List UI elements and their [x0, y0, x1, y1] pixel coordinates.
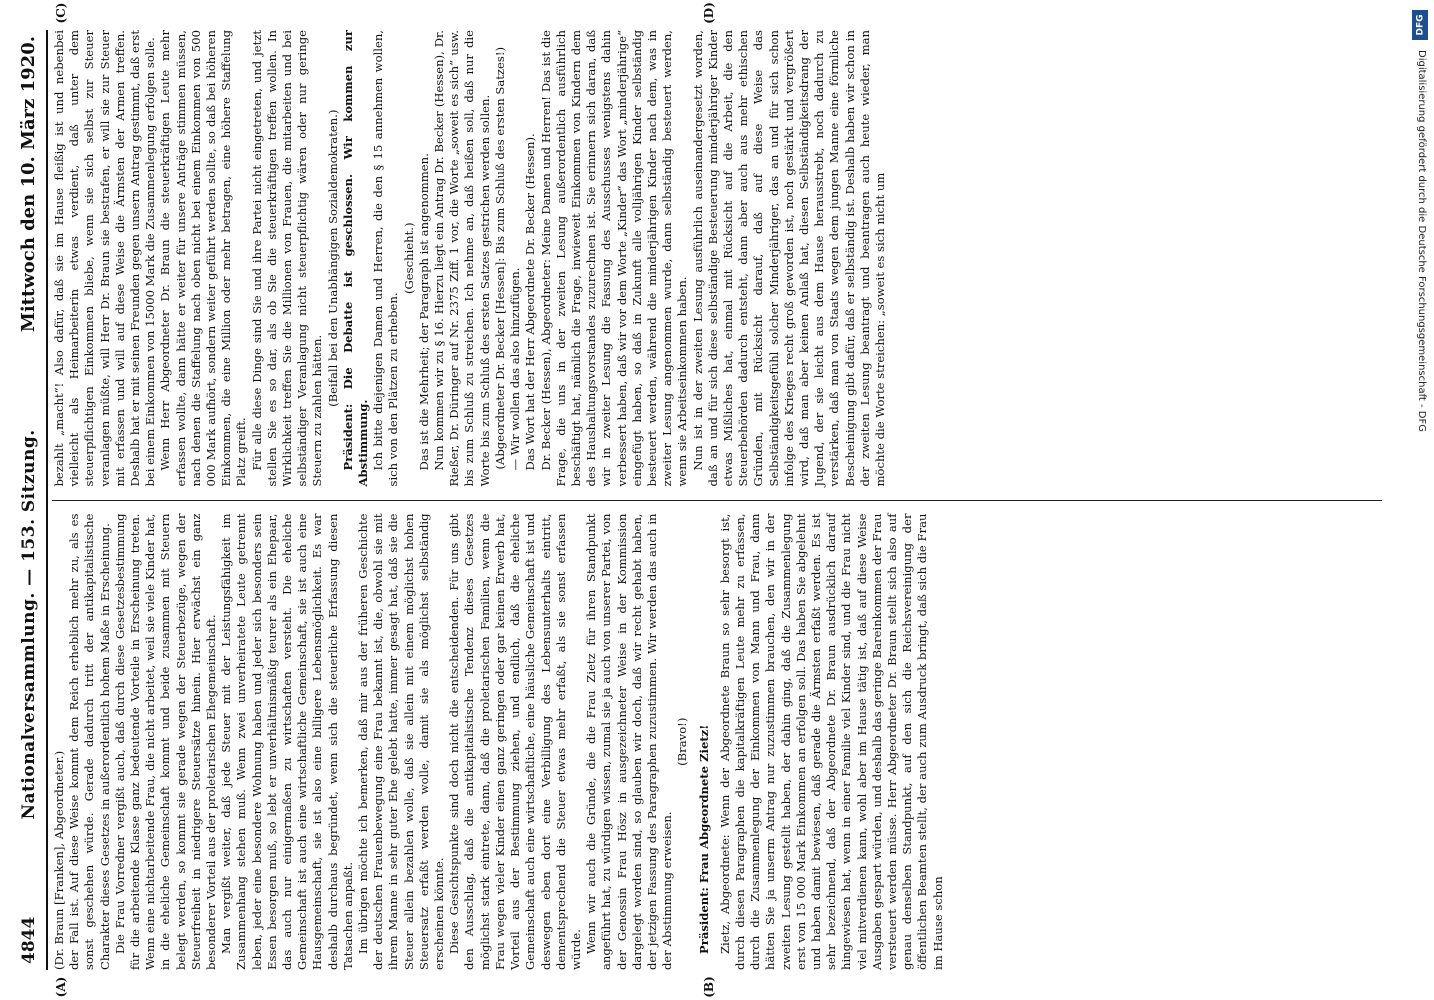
paragraph: Dr. Becker (Hessen), Abgeordneter: Meine Damen und Herren! Das ist die Frage, die uns in der zweiten Lesung außerordentlich ausführlich beschäftigt hat, nämlich die Frage, inwieweit Einkommen von Kindern dem des Haushaltungsvorstandes zuzurechnen ist. Sie erinnern sich daran, daß wir in zweiter Lesung die Fassung des Ausschusses wenigstens dahin verbessert haben, daß wir vor dem Worte „Kinder“ das Wort „minderjährige“ eingefügt haben, so daß in Zukunft alle volljährigen Kinder selbständig besteuert werden, während die minderjährigen Kinder nach dem, was in zweiter Lesung angenommen wurde, dann selbständig besteuert werden, wenn sie Arbeitseinkommen haben.: [538, 30, 690, 487]
page-number: 4844: [19, 916, 39, 964]
paragraph: Nun kommen wir zu § 16. Hierzu liegt ein Antrag Dr. Becker (Hessen), Dr. Rießer, Dr. Düringer auf Nr. 2375 Ziff. 1 vor, die Worte „soweit es sich“ usw. bis zum Schluß zu streichen. Ich nehme an, daß heißen soll, daß nur die Worte bis zum Schluß des ersten Satzes gestrichen werden sollen.: [432, 30, 492, 487]
paragraph: bezahlt „macht“! Also dafür, daß sie im Hause fleißig ist und nebenbei vielleicht als Heimarbeiterin etwas verdient, daß unter dem steuerpflichtigen Einkommen bliebe, wenn sie sich selbst zur Steuer veranlagen müßte, will Herr Dr. Braun sie bestrafen, er will sie zur Steuer mit erfassen und will auf diese Weise die Ärmsten der Armen treffen. Deshalb hat er mit seinen Freunden gegen unsern Antrag gestimmt, daß erst bei einem Einkommen von 15000 Mark die Zusammenlegung erfolgen solle.: [52, 30, 158, 487]
paragraph: Das Wort hat der Herr Abgeordnete Dr. Becker (Hessen).: [523, 133, 538, 471]
paragraph: Die Frau Vorredner vergißt auch, daß durch diese Gesetzesbestimmung für die arbeitende Klasse ganz bedeutende Vorteile in Erscheinung treten. Wenn eine nichtarbeitende Frau, die nicht arbeitet, weil sie viele Kinder hat, in die eheliche Gemeinschaft kommt und beide zusammen mit Steuern belegt werden, so kommt sie gerade wegen der Steuerbezüge, wegen der Steuerfreiheit in niedrigere Steuersätze hinein. Hier erwächst ein ganz besonderer Vorteil aus der proletarischen Ehegemeinschaft.: [112, 513, 219, 970]
digitization-sidebar: [1410, 10, 1432, 990]
paragraph: Ich bitte diejenigen Damen und Herren, die den § 15 annehmen wollen, sich von den Plätzen zu erheben.: [371, 30, 401, 487]
right-column: [52, 2, 1382, 501]
margin-marker-a: (A): [54, 976, 68, 998]
applause-note: (Beifall bei den Unabhängigen Sozialdemokraten.): [325, 109, 340, 407]
paragraph: Diese Gesichtspunkte sind doch nicht die entscheidenden. Für uns gibt den Ausschlag, daß die antikapitalistische Tendenz dieses Gesetzes möglichst stark eintrete, dann, daß die proletarischen Familien, wenn die Frau wegen vieler Kinder einen ganz geringen oder gar keinen Erwerb hat, Vorteil aus der Bestimmung ziehen, und endlich, daß die eheliche Gemeinschaft auch eine wirtschaftliche, eine häusliche Gemeinschaft ist und deswegen eben dort eine Verbilligung des Lebensunterhalts eintritt, dementsprechend die Steuer etwas mehr erfaßt, als sie sonst erfassen würde.: [447, 513, 583, 970]
paragraph: Nun ist in der zweiten Lesung ausführlich auseinandergesetzt worden, daß an und für sich diese selbständige Besteuerung minderjähriger Kinder etwas Mißliches hat, einmal mit Rücksicht auf die Arbeit, die den Steuerbehörden dadurch entsteht, dann aber auch aus mehr ethischen Gründen, mit Rücksicht darauf, daß auf diese Weise das Selbständigkeitsgefühl solcher Minderjähriger, das an und für sich schon infolge des Krieges recht groß geworden ist, noch gestärkt und vergrößert wird, daß man aber keinen Anlaß hat, diesen Selbständigkeitsdrang der Jugend, der sie leicht aus dem Hause herausstrebt, noch dadurch zu verstärken, daß man von Staats wegen dem jungen Manne eine förmliche Bescheinigung gibt dafür, daß er selbständig ist. Deshalb haben wir schon in der zweiten Lesung beantragt und beantragen auch heute wieder, man möchte die Worte streichen: „soweit es sich nicht um: [690, 30, 887, 487]
paragraph: Wenn wir auch die Gründe, die die Frau Zietz für ihren Standpunkt angeführt hat, zu würdigen wissen, zumal sie ja auch von unserer Partei, von der Genossin Frau Hösz in ausgezeichneter Weise in der Kommission dargelegt worden sind, so glauben wir doch, daß wir recht gehabt haben, der jetzigen Fassung des Paragraphen zuzustimmen. Wir werden das auch in der Abstimmung erweisen.: [584, 513, 675, 970]
session-title: Nationalversammlung. — 153. Sitzung.: [19, 429, 39, 820]
dfg-logo: DFG: [1412, 10, 1428, 40]
paragraph: der Fall ist. Auf diese Weise kommt dem Reich erheblich mehr zu, als es sonst geschehen würde. Gerade dadurch tritt der antikapitalistische Charakter dieses Gesetzes in außerordentlich hohem Maße in Erscheinung.: [67, 513, 112, 970]
session-date: Mittwoch den 10. März 1920.: [18, 36, 39, 333]
text-columns: [52, 2, 1382, 998]
paragraph: Im übrigen möchte ich bemerken, daß mir aus der früheren Geschichte der deutschen Frauenbewegung eine Frau bekannt ist, die, obwohl sie mit ihrem Manne in sehr guter Ehe gelebt hatte, immer gesagt hat, daß sie die Steuer allein bezahlen wolle, daß sie allein mit einem möglichst hohen Steuersatz erfaßt werden wolle, damit sie als möglichst selbständig erscheinen könnte.: [356, 513, 447, 970]
margin-marker-b: (B): [702, 976, 716, 998]
interjection-note: (Abgeordneter Dr. Becker [Hessen]: Bis zum Schluß des ersten Satzes!): [492, 46, 507, 470]
paragraph: Man vergißt weiter, daß jede Steuer mit der Leistungsfähigkeit im Zusammenhang stehen muß. Wenn zwei unverheiratete Leute getrennt leben, jeder eine besondere Wohnung haben und jeder sich besonders sein Essen besorgen muß, so lebt er unverhältnismäßig teurer als ein Ehepaar, das auch nur einigermaßen zu wirtschaften versteht. Die eheliche Gemeinschaft ist auch eine wirtschaftliche Gemeinschaft, sie ist auch eine Hausgemeinschaft, sie ist also eine billigere Lebensmöglichkeit. Es war deshalb durchaus begründet, wenn sich die steuerliche Erfassung diesen Tatsachen anpaßt.: [219, 513, 355, 970]
paragraph: Wenn Herr Abgeordneter Dr. Braun die steuerkräftigen Leute mehr erfassen wollte, dann hätte er weiter für unsere Anträge stimmen müssen, nach denen die Staffelung nach oben nicht bei einem Einkommen von 500 000 Mark aufhört, sondern weiter geführt werden sollte, so daß bei höheren Einkommen, die eine Million oder mehr betragen, eine höhere Staffelung Platz greift.: [158, 30, 249, 487]
speaker-note: (Dr. Braun [Franken], Abgeordneter.): [52, 750, 66, 970]
paragraph: Das ist die Mehrheit; der Paragraph ist angenommen.: [416, 153, 431, 471]
president-remark: Präsident: Frau Abgeordnete Zietz!: [696, 724, 711, 954]
applause-note: (Bravo!): [675, 717, 690, 766]
margin-marker-d: (D): [702, 2, 716, 24]
president-remark: Präsident: Die Debatte ist geschlossen. Wir kommen zur Abstimmung.: [340, 30, 371, 487]
paragraph: — Wir wollen das also hinzufügen.: [508, 267, 523, 471]
digitization-credit: Digitalisierung gefördert durch die Deutsche Forschungsgemeinschaft - DFG: [1416, 50, 1427, 433]
paragraph: Zietz, Abgeordnete: Wenn der Abgeordnete Braun so sehr besorgt ist, durch diesen Paragraphen die kapitalkräftigen Leute mehr zu erfassen, durch die Zusammenlegung der Einkommen von Mann und Frau, dann hätten Sie ja unserm Antrag nur zuzustimmen brauchen, den wir in der zweiten Lesung gestellt haben, der dahin ging, daß die Zusammenlegung erst von 15 000 Mark Einkommen an erfolgen soll. Das haben Sie abgelehnt und haben damit bewiesen, daß gerade die Ärmsten erfaßt werden. Es ist sehr bezeichnend, daß der Abgeordnete Dr. Braun ausdrücklich darauf hingewiesen hat, wenn in einer Familie viel Kinder sind, und die Frau nicht viel mitverdienen kann, wohl aber im Hause tätig ist, daß auf diese Weise Ausgaben gespart würden, und deshalb das geringe Bareinkommen der Frau versteuert werden müsse. Herr Abgeordneter Dr. Braun stellt sich also auf genau denselben Standpunkt, auf den sich die Reichsvereinigung der öffentlichen Beamten stellt, der auch zum Ausdruck bringt, daß sich die Frau im Hause schon: [717, 513, 945, 970]
left-column: [52, 501, 1382, 998]
stage-note: (Geschieht.): [401, 222, 416, 294]
paragraph: Für alle diese Dinge sind Sie und ihre Partei nicht eingetreten, und jetzt stellen Sie es so dar, als ob Sie die steuerkräftigen treffen wollen. In Wirklichkeit treffen Sie die Millionen von Frauen, die mitarbeiten und bei selbständiger Veranlagung nicht steuerpflichtig wären oder nur geringe Steuern zu zahlen hätten.: [249, 30, 325, 487]
page-header: [18, 30, 48, 970]
margin-marker-c: (C): [54, 2, 68, 24]
